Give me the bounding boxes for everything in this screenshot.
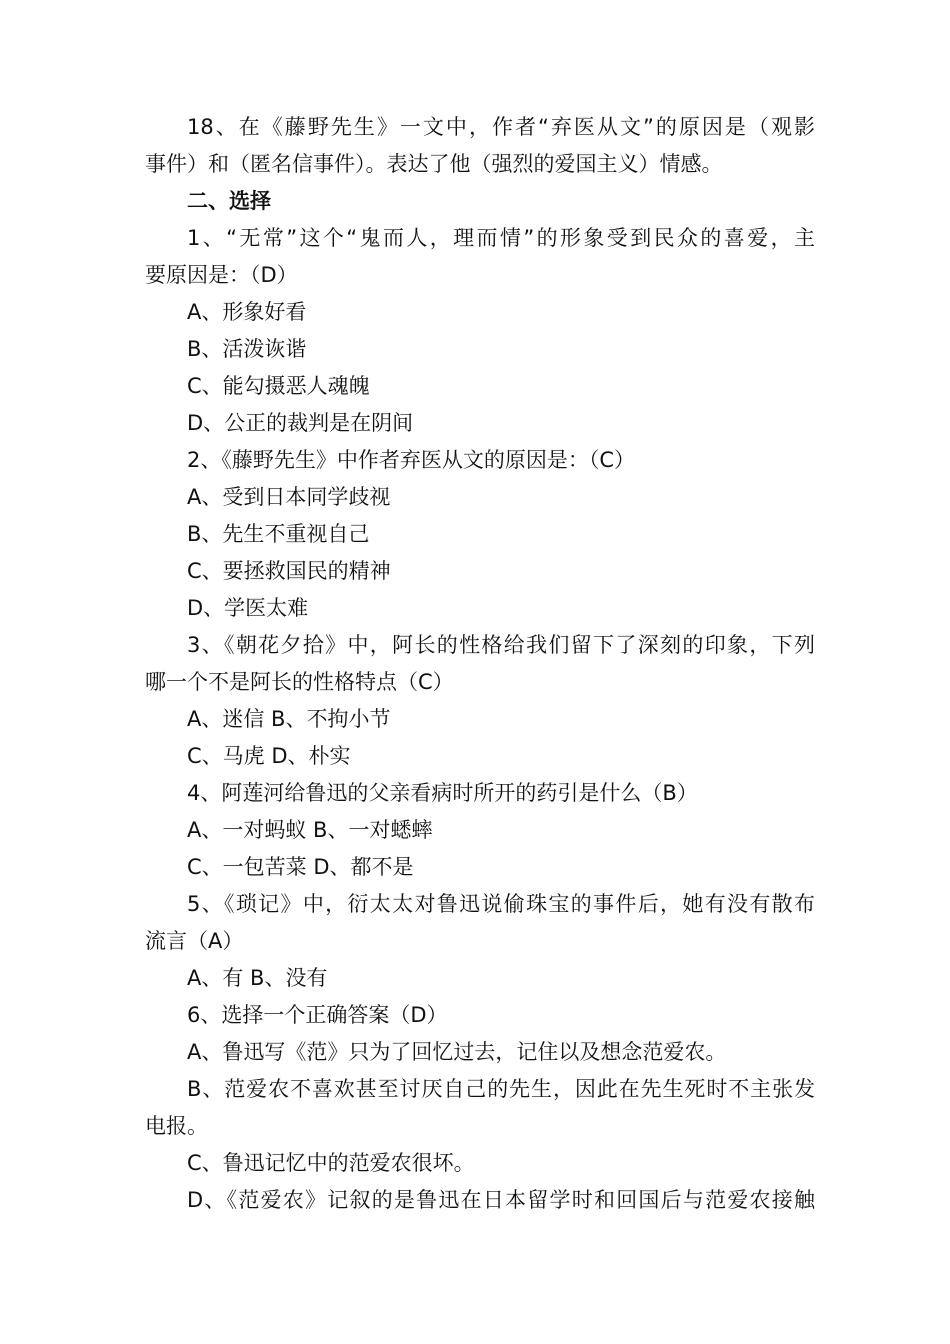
q18-text-line-1: 18、在《藤野先生》一文中，作者“弃医从文”的原因是（观影 (187, 115, 815, 139)
question-1-line-1: 1、“无常”这个“鬼而人，理而情”的形象受到民众的喜爱，主 (187, 226, 815, 250)
question-1-option-d: D、公正的裁判是在阴间 (187, 411, 414, 435)
question-3-line-1: 3、《朝花夕拾》中，阿长的性格给我们留下了深刻的印象，下列 (187, 633, 815, 657)
question-5-line-2: 流言（A） (145, 929, 244, 953)
question-5-options: A、有 B、没有 (187, 966, 328, 990)
question-6-text: 6、选择一个正确答案（D） (187, 1003, 448, 1027)
question-4-options-ab: A、一对蚂蚁 B、一对蟋蟀 (187, 818, 433, 842)
question-1-option-b: B、活泼诙谐 (187, 337, 307, 361)
question-2-option-b: B、先生不重视自己 (187, 522, 370, 546)
question-3-options-ab: A、迷信 B、不拘小节 (187, 707, 391, 731)
question-2-text: 2、《藤野先生》中作者弃医从文的原因是：（C） (187, 448, 636, 472)
question-6-option-a: A、鲁迅写《范》只为了回忆过去，记住以及想念范爱农。 (187, 1040, 727, 1064)
question-6-option-c: C、鲁迅记忆中的范爱农很坏。 (187, 1151, 475, 1175)
question-2-option-d: D、学医太难 (187, 596, 309, 620)
question-6-option-d: D、《范爱农》记叙的是鲁迅在日本留学时和回国后与范爱农接触 (187, 1188, 815, 1212)
question-3-options-cd: C、马虎 D、朴实 (187, 744, 351, 768)
question-5-line-1: 5、《琐记》中，衍太太对鲁迅说偷珠宝的事件后，她有没有散布 (187, 892, 815, 916)
question-1-option-a: A、形象好看 (187, 300, 307, 324)
question-1-option-c: C、能勾摄恶人魂魄 (187, 374, 370, 398)
question-4-text: 4、阿莲河给鲁迅的父亲看病时所开的药引是什么（B） (187, 781, 698, 805)
question-2-option-c: C、要拯救国民的精神 (187, 559, 391, 583)
q18-text-line-2: 事件）和（匿名信事件）。表达了他（强烈的爱国主义）情感。 (145, 152, 723, 176)
question-1-line-2: 要原因是：（D） (145, 263, 298, 287)
question-6-option-b-line-1: B、范爱农不喜欢甚至讨厌自己的先生，因此在先生死时不主张发 (187, 1077, 815, 1101)
question-6-option-b-line-2: 电报。 (145, 1114, 208, 1138)
section-heading-choice: 二、选择 (187, 189, 271, 213)
question-3-line-2: 哪一个不是阿长的性格特点（C） (145, 670, 454, 694)
question-4-options-cd: C、一包苦菜 D、都不是 (187, 855, 414, 879)
question-2-option-a: A、受到日本同学歧视 (187, 485, 391, 509)
